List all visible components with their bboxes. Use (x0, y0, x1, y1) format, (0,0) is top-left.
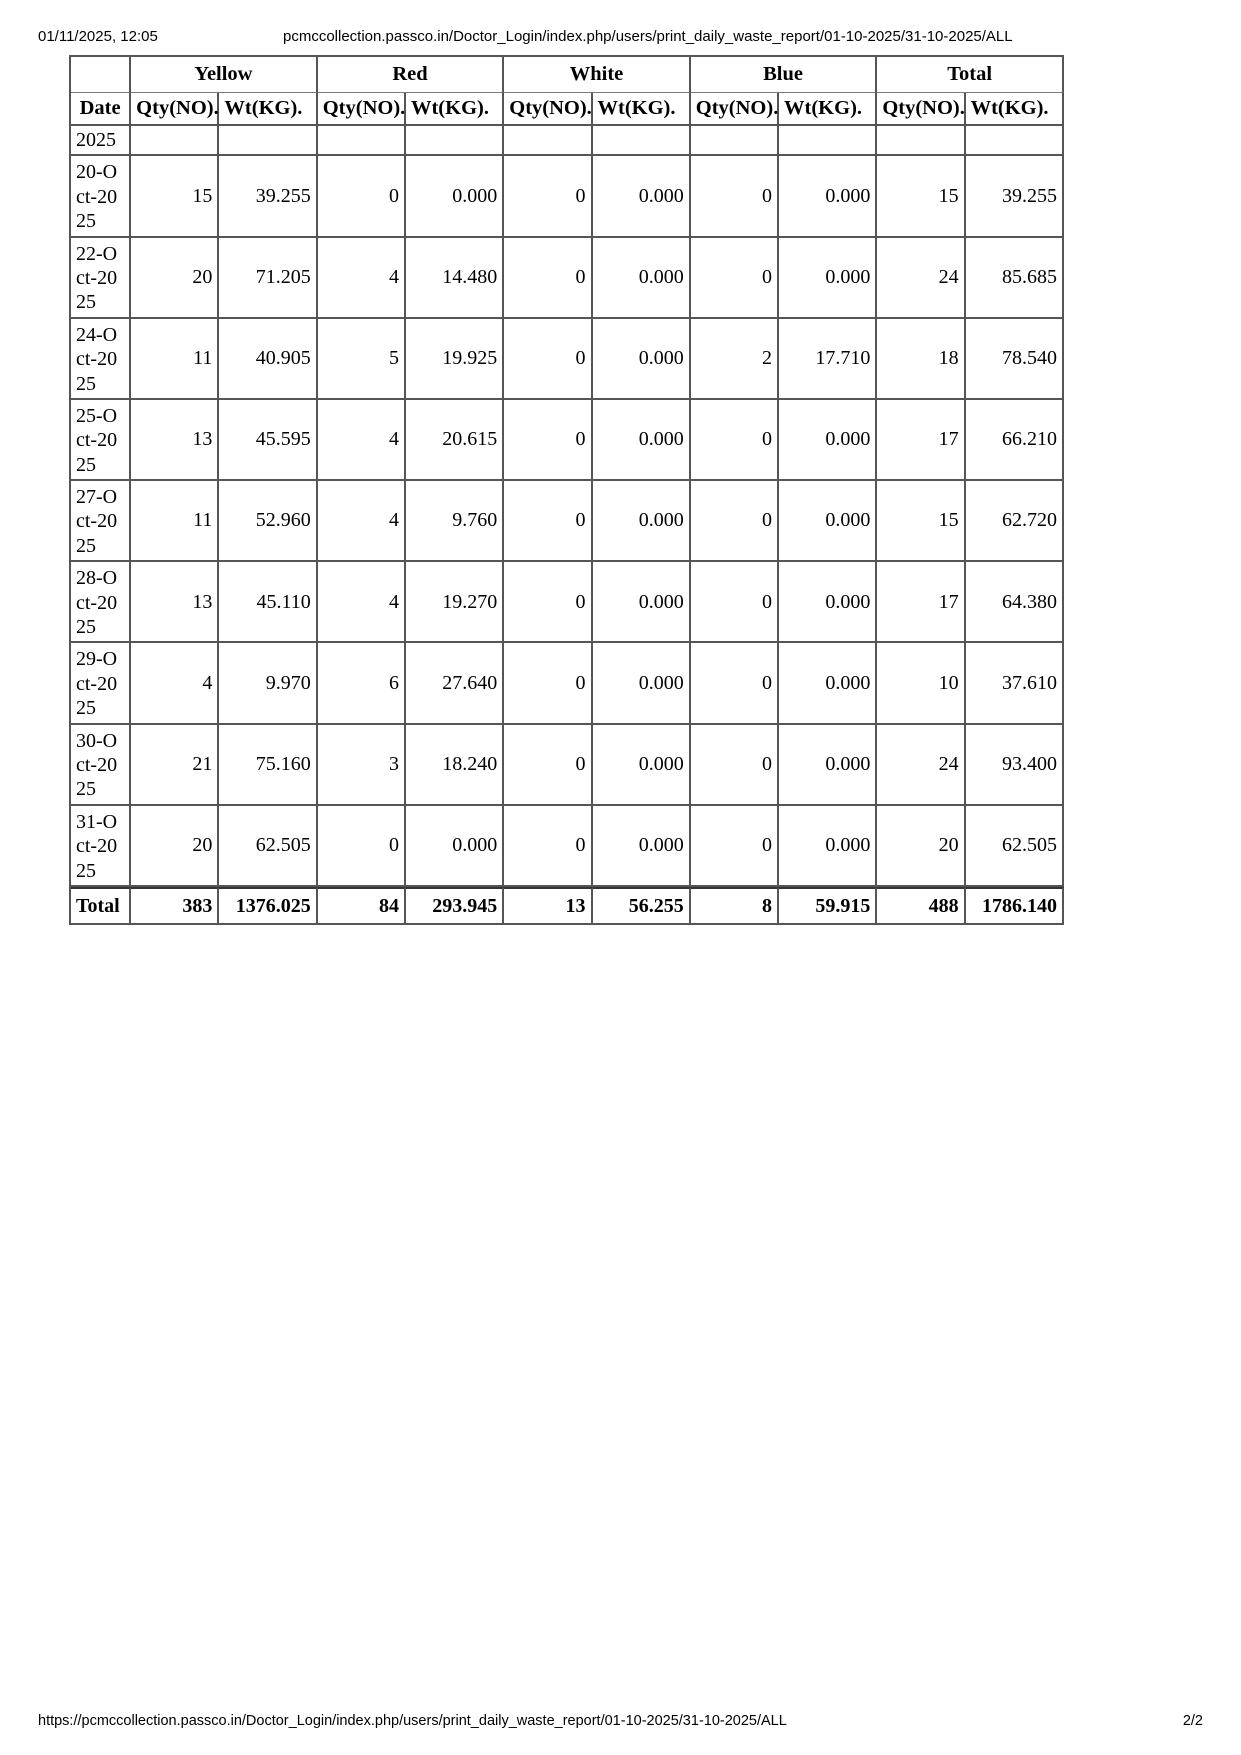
cell-r4-total-wt: 62.720 (966, 481, 1064, 562)
cell-continuation-total-qty (877, 126, 965, 156)
cell-continuation-yellow-wt (219, 126, 317, 156)
cell-r1-red-qty: 4 (318, 238, 406, 319)
cell-r3-white-wt: 0.000 (593, 400, 691, 481)
cell-date: 28-Oct-2025 (71, 562, 131, 643)
cell-total-red-qty: 84 (318, 887, 406, 925)
cell-date: 31-Oct-2025 (71, 806, 131, 887)
table-body (71, 126, 1064, 925)
cell-r6-yellow-qty: 4 (131, 643, 219, 724)
cell-r7-blue-wt: 0.000 (779, 725, 877, 806)
sub-header-row (71, 93, 1064, 126)
cell-r0-total-qty: 15 (877, 156, 965, 237)
cell-r5-yellow-qty: 13 (131, 562, 219, 643)
column-header-white-wt: Wt(KG). (593, 93, 691, 126)
cell-r0-red-wt: 0.000 (406, 156, 504, 237)
column-header-red-qty: Qty(NO). (318, 93, 406, 126)
table-row (71, 156, 1064, 237)
daily-waste-report-table (69, 55, 1064, 925)
cell-continuation-white-qty (504, 126, 592, 156)
cell-continuation-blue-qty (691, 126, 779, 156)
cell-r4-blue-wt: 0.000 (779, 481, 877, 562)
cell-r0-total-wt: 39.255 (966, 156, 1064, 237)
column-header-total-qty: Qty(NO). (877, 93, 965, 126)
cell-r5-white-wt: 0.000 (593, 562, 691, 643)
cell-r6-white-wt: 0.000 (593, 643, 691, 724)
cell-r0-white-wt: 0.000 (593, 156, 691, 237)
table-row-total (71, 887, 1064, 925)
cell-total-white-qty: 13 (504, 887, 592, 925)
cell-r3-red-wt: 20.615 (406, 400, 504, 481)
cell-r7-yellow-wt: 75.160 (219, 725, 317, 806)
cell-r7-yellow-qty: 21 (131, 725, 219, 806)
cell-r3-red-qty: 4 (318, 400, 406, 481)
cell-r8-yellow-qty: 20 (131, 806, 219, 887)
cell-r1-blue-qty: 0 (691, 238, 779, 319)
cell-r5-total-wt: 64.380 (966, 562, 1064, 643)
column-header-white-qty: Qty(NO). (504, 93, 592, 126)
group-header-red: Red (318, 57, 505, 93)
cell-total-red-wt: 293.945 (406, 887, 504, 925)
cell-continuation-yellow-qty (131, 126, 219, 156)
cell-r8-yellow-wt: 62.505 (219, 806, 317, 887)
cell-r2-red-wt: 19.925 (406, 319, 504, 400)
cell-r4-blue-qty: 0 (691, 481, 779, 562)
table-row (71, 400, 1064, 481)
column-header-yellow-qty: Qty(NO). (131, 93, 219, 126)
table-row (71, 481, 1064, 562)
group-header-yellow: Yellow (131, 57, 318, 93)
cell-continuation-total-wt (966, 126, 1064, 156)
table-row (71, 562, 1064, 643)
cell-total-label: Total (71, 887, 131, 925)
cell-r3-blue-wt: 0.000 (779, 400, 877, 481)
cell-r8-red-qty: 0 (318, 806, 406, 887)
table-row-continuation (71, 126, 1064, 156)
print-header-url: pcmccollection.passco.in/Doctor_Login/index.php/users/print_daily_waste_report/01-10-2025/31-10-2025/ALL (283, 28, 1013, 45)
cell-r3-yellow-qty: 13 (131, 400, 219, 481)
cell-r2-red-qty: 5 (318, 319, 406, 400)
cell-r2-blue-qty: 2 (691, 319, 779, 400)
cell-continuation-red-qty (318, 126, 406, 156)
cell-r8-white-qty: 0 (504, 806, 592, 887)
cell-r1-white-qty: 0 (504, 238, 592, 319)
cell-r4-yellow-wt: 52.960 (219, 481, 317, 562)
cell-r6-red-wt: 27.640 (406, 643, 504, 724)
cell-r4-yellow-qty: 11 (131, 481, 219, 562)
cell-total-white-wt: 56.255 (593, 887, 691, 925)
cell-r7-total-wt: 93.400 (966, 725, 1064, 806)
cell-r3-blue-qty: 0 (691, 400, 779, 481)
cell-r5-yellow-wt: 45.110 (219, 562, 317, 643)
cell-continuation-red-wt (406, 126, 504, 156)
cell-r3-yellow-wt: 45.595 (219, 400, 317, 481)
column-header-yellow-wt: Wt(KG). (219, 93, 317, 126)
cell-date-continuation: 2025 (71, 126, 131, 156)
cell-total-total-qty: 488 (877, 887, 965, 925)
cell-r5-blue-qty: 0 (691, 562, 779, 643)
cell-r0-yellow-qty: 15 (131, 156, 219, 237)
print-page-number: 2/2 (1182, 1713, 1203, 1729)
cell-r7-red-wt: 18.240 (406, 725, 504, 806)
cell-r1-total-qty: 24 (877, 238, 965, 319)
cell-r5-red-qty: 4 (318, 562, 406, 643)
table-row (71, 643, 1064, 724)
cell-r8-blue-qty: 0 (691, 806, 779, 887)
group-header-total: Total (877, 57, 1064, 93)
cell-total-yellow-wt: 1376.025 (219, 887, 317, 925)
cell-r8-total-qty: 20 (877, 806, 965, 887)
cell-r2-total-qty: 18 (877, 319, 965, 400)
cell-r6-white-qty: 0 (504, 643, 592, 724)
cell-r2-yellow-wt: 40.905 (219, 319, 317, 400)
cell-r2-white-qty: 0 (504, 319, 592, 400)
cell-date: 25-Oct-2025 (71, 400, 131, 481)
cell-r6-red-qty: 6 (318, 643, 406, 724)
cell-r0-blue-qty: 0 (691, 156, 779, 237)
cell-date: 20-Oct-2025 (71, 156, 131, 237)
table-row (71, 238, 1064, 319)
cell-r3-total-qty: 17 (877, 400, 965, 481)
cell-r0-blue-wt: 0.000 (779, 156, 877, 237)
cell-r6-yellow-wt: 9.970 (219, 643, 317, 724)
cell-continuation-white-wt (593, 126, 691, 156)
cell-date: 22-Oct-2025 (71, 238, 131, 319)
cell-continuation-blue-wt (779, 126, 877, 156)
cell-r5-blue-wt: 0.000 (779, 562, 877, 643)
cell-r1-yellow-qty: 20 (131, 238, 219, 319)
cell-r8-red-wt: 0.000 (406, 806, 504, 887)
cell-r2-yellow-qty: 11 (131, 319, 219, 400)
cell-r7-blue-qty: 0 (691, 725, 779, 806)
cell-r6-total-wt: 37.610 (966, 643, 1064, 724)
print-footer-url: https://pcmccollection.passco.in/Doctor_Login/index.php/users/print_daily_waste_report/01-10-2025/31-10-2025/ALL (38, 1713, 787, 1729)
column-header-blue-qty: Qty(NO). (691, 93, 779, 126)
cell-r2-white-wt: 0.000 (593, 319, 691, 400)
cell-r1-blue-wt: 0.000 (779, 238, 877, 319)
cell-r6-total-qty: 10 (877, 643, 965, 724)
cell-r3-white-qty: 0 (504, 400, 592, 481)
cell-date: 27-Oct-2025 (71, 481, 131, 562)
cell-r8-white-wt: 0.000 (593, 806, 691, 887)
cell-r7-red-qty: 3 (318, 725, 406, 806)
column-header-date: Date (71, 93, 131, 126)
cell-total-yellow-qty: 383 (131, 887, 219, 925)
cell-r4-total-qty: 15 (877, 481, 965, 562)
cell-r7-white-wt: 0.000 (593, 725, 691, 806)
column-header-total-wt: Wt(KG). (966, 93, 1064, 126)
cell-r1-yellow-wt: 71.205 (219, 238, 317, 319)
cell-r4-red-qty: 4 (318, 481, 406, 562)
group-header-white: White (504, 57, 691, 93)
cell-r1-total-wt: 85.685 (966, 238, 1064, 319)
column-header-blue-wt: Wt(KG). (779, 93, 877, 126)
cell-date: 29-Oct-2025 (71, 643, 131, 724)
group-header-blue: Blue (691, 57, 878, 93)
table-row (71, 806, 1064, 887)
cell-r3-total-wt: 66.210 (966, 400, 1064, 481)
cell-total-blue-qty: 8 (691, 887, 779, 925)
table-row (71, 319, 1064, 400)
table-head (71, 57, 1064, 126)
cell-r7-white-qty: 0 (504, 725, 592, 806)
cell-r7-total-qty: 24 (877, 725, 965, 806)
print-footer (0, 1713, 1241, 1733)
table-row (71, 725, 1064, 806)
cell-r0-red-qty: 0 (318, 156, 406, 237)
cell-r2-total-wt: 78.540 (966, 319, 1064, 400)
cell-r8-total-wt: 62.505 (966, 806, 1064, 887)
cell-r4-red-wt: 9.760 (406, 481, 504, 562)
group-header-row (71, 57, 1064, 93)
cell-r1-red-wt: 14.480 (406, 238, 504, 319)
daily-waste-report-table-container (69, 55, 1174, 925)
cell-r6-blue-wt: 0.000 (779, 643, 877, 724)
print-header (0, 28, 1241, 48)
cell-r4-white-wt: 0.000 (593, 481, 691, 562)
cell-r8-blue-wt: 0.000 (779, 806, 877, 887)
print-timestamp: 01/11/2025, 12:05 (38, 28, 158, 45)
cell-r4-white-qty: 0 (504, 481, 592, 562)
cell-r5-red-wt: 19.270 (406, 562, 504, 643)
group-header-corner-blank (71, 57, 131, 93)
cell-r2-blue-wt: 17.710 (779, 319, 877, 400)
cell-r0-yellow-wt: 39.255 (219, 156, 317, 237)
cell-date: 30-Oct-2025 (71, 725, 131, 806)
cell-date: 24-Oct-2025 (71, 319, 131, 400)
cell-r0-white-qty: 0 (504, 156, 592, 237)
column-header-red-wt: Wt(KG). (406, 93, 504, 126)
cell-total-total-wt: 1786.140 (966, 887, 1064, 925)
cell-r5-total-qty: 17 (877, 562, 965, 643)
cell-r1-white-wt: 0.000 (593, 238, 691, 319)
cell-r6-blue-qty: 0 (691, 643, 779, 724)
cell-total-blue-wt: 59.915 (779, 887, 877, 925)
cell-r5-white-qty: 0 (504, 562, 592, 643)
